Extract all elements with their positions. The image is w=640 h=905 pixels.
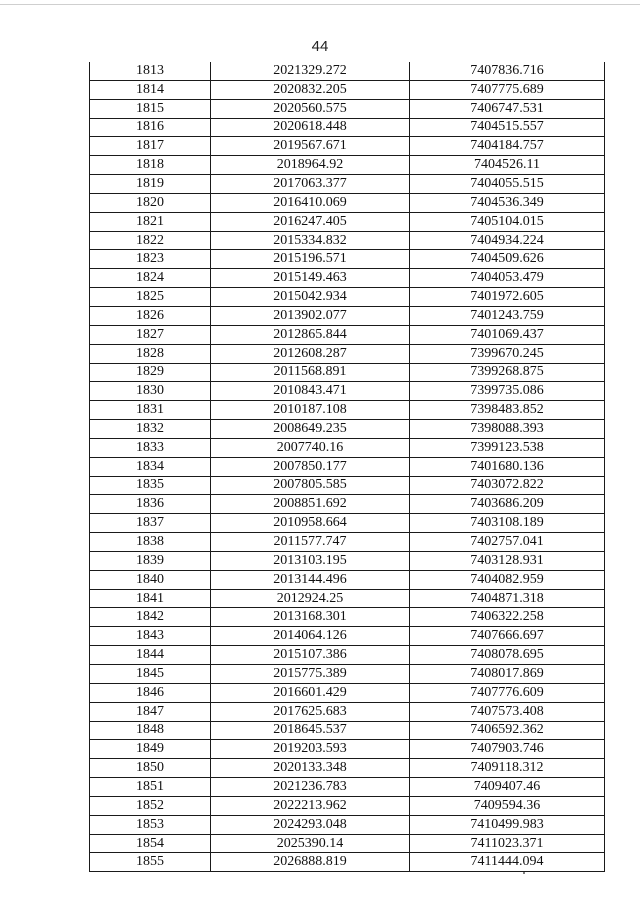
x-coordinate-cell: 2025390.14 — [211, 834, 410, 853]
table-row — [90, 231, 605, 250]
point-number-cell: 1836 — [90, 495, 211, 514]
point-number-cell: 1837 — [90, 514, 211, 533]
x-coordinate-cell: 2024293.048 — [211, 815, 410, 834]
x-coordinate-cell: 2022213.962 — [211, 796, 410, 815]
coordinates-table — [89, 62, 605, 872]
table-row — [90, 457, 605, 476]
table-row — [90, 438, 605, 457]
table-row — [90, 608, 605, 627]
x-coordinate-cell: 2015334.832 — [211, 231, 410, 250]
table-row — [90, 533, 605, 552]
table-row — [90, 589, 605, 608]
y-coordinate-cell: 7406592.362 — [410, 721, 605, 740]
y-coordinate-cell: 7399670.245 — [410, 344, 605, 363]
point-number-cell: 1815 — [90, 99, 211, 118]
table-row — [90, 80, 605, 99]
y-coordinate-cell: 7399735.086 — [410, 382, 605, 401]
point-number-cell: 1846 — [90, 683, 211, 702]
y-coordinate-cell: 7404184.757 — [410, 137, 605, 156]
y-coordinate-cell: 7403072.822 — [410, 476, 605, 495]
x-coordinate-cell: 2011568.891 — [211, 363, 410, 382]
point-number-cell: 1852 — [90, 796, 211, 815]
x-coordinate-cell: 2007805.585 — [211, 476, 410, 495]
table-row — [90, 193, 605, 212]
table-row — [90, 156, 605, 175]
table-row — [90, 627, 605, 646]
x-coordinate-cell: 2012865.844 — [211, 325, 410, 344]
x-coordinate-cell: 2010958.664 — [211, 514, 410, 533]
table-row — [90, 570, 605, 589]
point-number-cell: 1849 — [90, 740, 211, 759]
x-coordinate-cell: 2019567.671 — [211, 137, 410, 156]
y-coordinate-cell: 7406322.258 — [410, 608, 605, 627]
x-coordinate-cell: 2013902.077 — [211, 306, 410, 325]
x-coordinate-cell: 2017625.683 — [211, 702, 410, 721]
x-coordinate-cell: 2015107.386 — [211, 646, 410, 665]
table-row — [90, 495, 605, 514]
point-number-cell: 1827 — [90, 325, 211, 344]
x-coordinate-cell: 2016247.405 — [211, 212, 410, 231]
x-coordinate-cell: 2007740.16 — [211, 438, 410, 457]
table-row — [90, 363, 605, 382]
x-coordinate-cell: 2013144.496 — [211, 570, 410, 589]
x-coordinate-cell: 2008649.235 — [211, 420, 410, 439]
point-number-cell: 1830 — [90, 382, 211, 401]
y-coordinate-cell: 7403128.931 — [410, 551, 605, 570]
y-coordinate-cell: 7404536.349 — [410, 193, 605, 212]
table-row — [90, 382, 605, 401]
point-number-cell: 1828 — [90, 344, 211, 363]
top-edge-rule — [0, 4, 640, 5]
table-row — [90, 476, 605, 495]
x-coordinate-cell: 2020133.348 — [211, 759, 410, 778]
point-number-cell: 1819 — [90, 175, 211, 194]
point-number-cell: 1853 — [90, 815, 211, 834]
y-coordinate-cell: 7399123.538 — [410, 438, 605, 457]
x-coordinate-cell: 2021236.783 — [211, 778, 410, 797]
x-coordinate-cell: 2015196.571 — [211, 250, 410, 269]
point-number-cell: 1813 — [90, 62, 211, 80]
x-coordinate-cell: 2016601.429 — [211, 683, 410, 702]
x-coordinate-cell: 2010843.471 — [211, 382, 410, 401]
y-coordinate-cell: 7409118.312 — [410, 759, 605, 778]
y-coordinate-cell: 7401972.605 — [410, 288, 605, 307]
table-row — [90, 514, 605, 533]
table-row — [90, 420, 605, 439]
y-coordinate-cell: 7407776.609 — [410, 683, 605, 702]
y-coordinate-cell: 7406747.531 — [410, 99, 605, 118]
x-coordinate-cell: 2016410.069 — [211, 193, 410, 212]
y-coordinate-cell: 7404526.11 — [410, 156, 605, 175]
y-coordinate-cell: 7401243.759 — [410, 306, 605, 325]
table-row — [90, 401, 605, 420]
point-number-cell: 1822 — [90, 231, 211, 250]
point-number-cell: 1814 — [90, 80, 211, 99]
x-coordinate-cell: 2020618.448 — [211, 118, 410, 137]
y-coordinate-cell: 7408017.869 — [410, 665, 605, 684]
table-row — [90, 721, 605, 740]
table-row — [90, 269, 605, 288]
point-number-cell: 1839 — [90, 551, 211, 570]
table-row — [90, 62, 605, 80]
table-row — [90, 796, 605, 815]
table-row — [90, 646, 605, 665]
table-row — [90, 306, 605, 325]
y-coordinate-cell: 7407836.716 — [410, 62, 605, 80]
table-row — [90, 175, 605, 194]
table-row — [90, 853, 605, 872]
x-coordinate-cell: 2012608.287 — [211, 344, 410, 363]
y-coordinate-cell: 7404515.557 — [410, 118, 605, 137]
point-number-cell: 1824 — [90, 269, 211, 288]
table-row — [90, 759, 605, 778]
y-coordinate-cell: 7398088.393 — [410, 420, 605, 439]
point-number-cell: 1821 — [90, 212, 211, 231]
y-coordinate-cell: 7404509.626 — [410, 250, 605, 269]
x-coordinate-cell: 2007850.177 — [211, 457, 410, 476]
y-coordinate-cell: 7409594.36 — [410, 796, 605, 815]
table-row — [90, 683, 605, 702]
point-number-cell: 1850 — [90, 759, 211, 778]
coordinates-table-body — [90, 62, 605, 872]
point-number-cell: 1838 — [90, 533, 211, 552]
y-coordinate-cell: 7407666.697 — [410, 627, 605, 646]
y-coordinate-cell: 7407573.408 — [410, 702, 605, 721]
table-row — [90, 212, 605, 231]
point-number-cell: 1842 — [90, 608, 211, 627]
x-coordinate-cell: 2017063.377 — [211, 175, 410, 194]
point-number-cell: 1851 — [90, 778, 211, 797]
y-coordinate-cell: 7401069.437 — [410, 325, 605, 344]
y-coordinate-cell: 7404082.959 — [410, 570, 605, 589]
table-row — [90, 834, 605, 853]
x-coordinate-cell: 2018645.537 — [211, 721, 410, 740]
point-number-cell: 1823 — [90, 250, 211, 269]
point-number-cell: 1826 — [90, 306, 211, 325]
x-coordinate-cell: 2014064.126 — [211, 627, 410, 646]
table-row — [90, 325, 605, 344]
point-number-cell: 1845 — [90, 665, 211, 684]
x-coordinate-cell: 2020832.205 — [211, 80, 410, 99]
y-coordinate-cell: 7407903.746 — [410, 740, 605, 759]
y-coordinate-cell: 7398483.852 — [410, 401, 605, 420]
y-coordinate-cell: 7408078.695 — [410, 646, 605, 665]
point-number-cell: 1825 — [90, 288, 211, 307]
y-coordinate-cell: 7403108.189 — [410, 514, 605, 533]
x-coordinate-cell: 2021329.272 — [211, 62, 410, 80]
point-number-cell: 1833 — [90, 438, 211, 457]
x-coordinate-cell: 2010187.108 — [211, 401, 410, 420]
y-coordinate-cell: 7407775.689 — [410, 80, 605, 99]
x-coordinate-cell: 2013168.301 — [211, 608, 410, 627]
point-number-cell: 1820 — [90, 193, 211, 212]
point-number-cell: 1854 — [90, 834, 211, 853]
y-coordinate-cell: 7404934.224 — [410, 231, 605, 250]
x-coordinate-cell: 2026888.819 — [211, 853, 410, 872]
y-coordinate-cell: 7404053.479 — [410, 269, 605, 288]
page-number: 44 — [311, 38, 329, 55]
point-number-cell: 1831 — [90, 401, 211, 420]
y-coordinate-cell: 7401680.136 — [410, 457, 605, 476]
point-number-cell: 1835 — [90, 476, 211, 495]
table-row — [90, 118, 605, 137]
point-number-cell: 1817 — [90, 137, 211, 156]
point-number-cell: 1816 — [90, 118, 211, 137]
x-coordinate-cell: 2018964.92 — [211, 156, 410, 175]
point-number-cell: 1834 — [90, 457, 211, 476]
point-number-cell: 1829 — [90, 363, 211, 382]
x-coordinate-cell: 2013103.195 — [211, 551, 410, 570]
y-coordinate-cell: 7402757.041 — [410, 533, 605, 552]
table-row — [90, 137, 605, 156]
point-number-cell: 1832 — [90, 420, 211, 439]
y-coordinate-cell: 7405104.015 — [410, 212, 605, 231]
table-row — [90, 551, 605, 570]
table-row — [90, 740, 605, 759]
point-number-cell: 1844 — [90, 646, 211, 665]
point-number-cell: 1847 — [90, 702, 211, 721]
y-coordinate-cell: 7411023.371 — [410, 834, 605, 853]
x-coordinate-cell: 2011577.747 — [211, 533, 410, 552]
y-coordinate-cell: 7404055.515 — [410, 175, 605, 194]
table-row — [90, 99, 605, 118]
y-coordinate-cell: 7411444.094 — [410, 853, 605, 872]
x-coordinate-cell: 2015042.934 — [211, 288, 410, 307]
x-coordinate-cell: 2020560.575 — [211, 99, 410, 118]
x-coordinate-cell: 2015149.463 — [211, 269, 410, 288]
table-row — [90, 778, 605, 797]
point-number-cell: 1848 — [90, 721, 211, 740]
point-number-cell: 1855 — [90, 853, 211, 872]
x-coordinate-cell: 2012924.25 — [211, 589, 410, 608]
table-row — [90, 702, 605, 721]
point-number-cell: 1818 — [90, 156, 211, 175]
point-number-cell: 1843 — [90, 627, 211, 646]
y-coordinate-cell: 7404871.318 — [410, 589, 605, 608]
table-row — [90, 288, 605, 307]
point-number-cell: 1841 — [90, 589, 211, 608]
x-coordinate-cell: 2008851.692 — [211, 495, 410, 514]
y-coordinate-cell: 7403686.209 — [410, 495, 605, 514]
x-coordinate-cell: 2015775.389 — [211, 665, 410, 684]
y-coordinate-cell: 7409407.46 — [410, 778, 605, 797]
y-coordinate-cell: 7399268.875 — [410, 363, 605, 382]
table-row — [90, 665, 605, 684]
y-coordinate-cell: 7410499.983 — [410, 815, 605, 834]
table-row — [90, 815, 605, 834]
scan-speck — [523, 872, 525, 874]
table-row — [90, 250, 605, 269]
x-coordinate-cell: 2019203.593 — [211, 740, 410, 759]
table-row — [90, 344, 605, 363]
point-number-cell: 1840 — [90, 570, 211, 589]
